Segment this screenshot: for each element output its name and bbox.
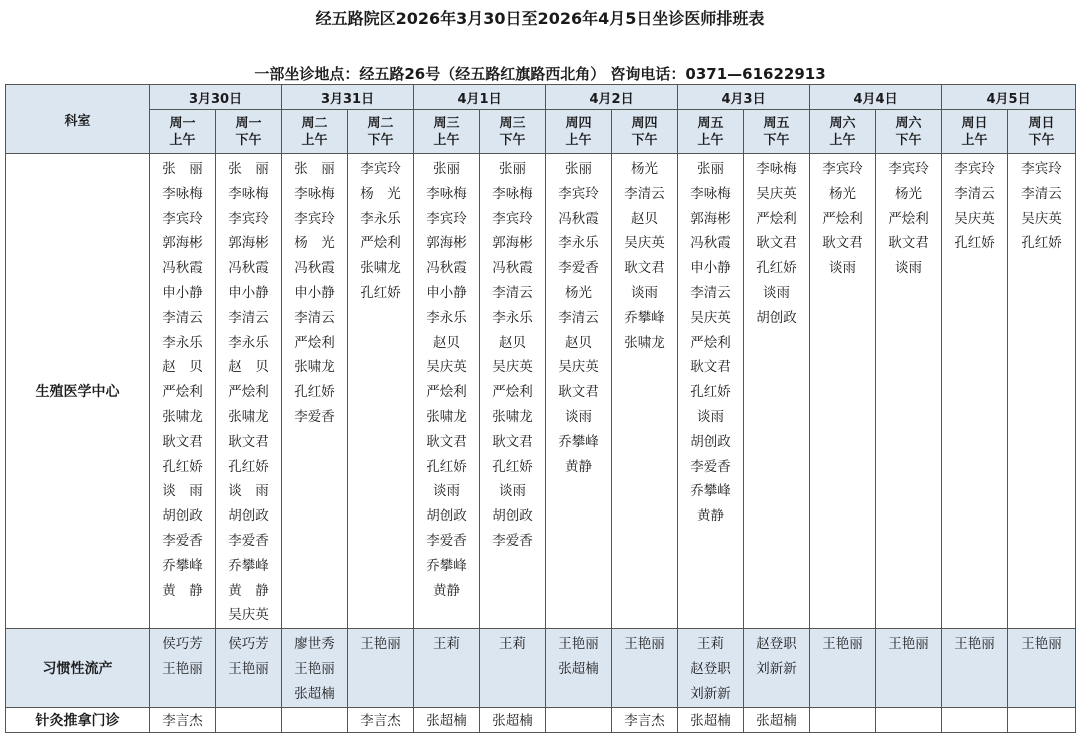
doctor-name: 李爱香 [492, 532, 533, 549]
doctor-name: 李清云 [162, 309, 203, 326]
doctor-name: 王艳丽 [624, 636, 665, 653]
date-header: 4月3日 [678, 85, 810, 110]
schedule-cell [348, 629, 414, 707]
schedule-cell [216, 154, 282, 629]
doctor-name: 张超楠 [294, 685, 335, 702]
doctor-name: 谈雨 [697, 408, 725, 425]
schedule-cell [876, 629, 942, 707]
date-header: 3月31日 [282, 85, 414, 110]
doctor-name: 耿文君 [492, 433, 533, 450]
schedule-cell [744, 629, 810, 707]
doctor-name: 谈 雨 [228, 483, 269, 500]
schedule-cell [480, 707, 546, 732]
schedule-cell [150, 154, 216, 629]
doctor-name: 胡创政 [690, 433, 731, 450]
period-label: 上午 [301, 132, 328, 148]
doctor-name: 严烩利 [756, 210, 797, 227]
session-header [942, 110, 1008, 154]
doctor-name: 吴庆英 [954, 210, 995, 227]
doctor-name: 侯巧芳 [228, 636, 269, 653]
doctor-name: 孔红娇 [228, 458, 269, 475]
schedule-cell [480, 154, 546, 629]
doctor-name: 赵登职 [690, 660, 731, 677]
doctor-name: 赵 贝 [162, 359, 203, 376]
period-label: 上午 [169, 132, 196, 148]
weekday-label: 周四 [631, 115, 658, 131]
schedule-cell [216, 707, 282, 732]
doctor-name: 李言杰 [624, 712, 665, 729]
doctor-name: 王艳丽 [162, 660, 203, 677]
doctor-name: 谈雨 [433, 483, 461, 500]
doctor-name: 胡创政 [228, 508, 269, 525]
weekday-label: 周二 [367, 115, 394, 131]
doctor-name: 赵登职 [756, 636, 797, 653]
date-header-row [6, 85, 1076, 110]
doctor-name: 耿文君 [690, 359, 731, 376]
schedule-cell [942, 707, 1008, 732]
doctor-name: 冯秋霞 [294, 260, 335, 277]
weekday-label: 周五 [763, 115, 790, 131]
doctor-name: 吴庆英 [624, 235, 665, 252]
doctor-name: 张 丽 [228, 161, 269, 177]
schedule-cell [480, 629, 546, 707]
session-header [876, 110, 942, 154]
doctor-name: 严烩利 [360, 235, 401, 252]
doctor-name: 耿文君 [756, 235, 797, 252]
doctor-name: 张 丽 [294, 161, 335, 177]
doctor-name: 李清云 [294, 309, 335, 326]
doctor-name: 赵贝 [565, 334, 593, 351]
location-phone-line: 一部坐诊地点：经五路26号（经五路红旗路西北角） 咨询电话：0371—61622913 [254, 65, 826, 83]
doctor-name: 张丽 [565, 161, 593, 177]
doctor-name: 李言杰 [360, 712, 401, 729]
schedule-cell [282, 154, 348, 629]
schedule-cell [414, 154, 480, 629]
doctor-name: 李清云 [558, 309, 599, 326]
schedule-cell [1008, 707, 1076, 732]
schedule-cell [810, 707, 876, 732]
doctor-name: 张啸龙 [294, 359, 335, 376]
schedule-cell [1008, 154, 1076, 629]
session-header [414, 110, 480, 154]
doctor-name: 谈雨 [895, 260, 923, 277]
weekday-label: 周二 [301, 115, 328, 131]
weekday-label: 周日 [961, 115, 988, 131]
session-header [348, 110, 414, 154]
doctor-name: 孔红娇 [294, 384, 335, 401]
doctor-name: 谈雨 [499, 483, 527, 500]
doctor-name: 郭海彬 [492, 235, 533, 252]
doctor-name: 严烩利 [822, 210, 863, 227]
doctor-name: 乔攀峰 [558, 433, 599, 450]
department-name: 针灸推拿门诊 [6, 707, 150, 732]
doctor-name: 冯秋霞 [558, 210, 599, 227]
period-label: 下午 [235, 132, 262, 148]
doctor-name: 冯秋霞 [162, 260, 203, 277]
doctor-name: 赵贝 [499, 334, 527, 351]
doctor-name: 李爱香 [558, 260, 599, 277]
doctor-name: 李永乐 [558, 235, 599, 252]
schedule-cell [678, 707, 744, 732]
doctor-name: 李宾玲 [294, 210, 335, 227]
date-header: 4月4日 [810, 85, 942, 110]
period-label: 上午 [829, 132, 856, 148]
schedule-cell [414, 629, 480, 707]
doctor-name: 申小静 [162, 284, 203, 301]
schedule-cell [612, 629, 678, 707]
doctor-name: 王艳丽 [360, 636, 401, 653]
doctor-name: 申小静 [294, 284, 335, 301]
doctor-name: 李咏梅 [426, 185, 467, 202]
doctor-name: 张啸龙 [162, 408, 203, 425]
doctor-name: 李清云 [1021, 185, 1062, 202]
doctor-name: 杨 光 [360, 185, 401, 202]
doctor-name: 王艳丽 [954, 636, 995, 653]
doctor-name: 杨光 [895, 185, 923, 202]
doctor-name: 王莉 [697, 636, 725, 653]
doctor-name: 张超楠 [426, 712, 467, 729]
doctor-name: 郭海彬 [690, 210, 731, 227]
schedule-cell [810, 154, 876, 629]
doctor-name: 李永乐 [228, 334, 269, 351]
doctor-name: 耿文君 [426, 433, 467, 450]
doctor-name: 谈雨 [829, 260, 857, 277]
period-label: 下午 [763, 132, 790, 148]
doctor-name: 耿文君 [822, 235, 863, 252]
doctor-name: 吴庆英 [426, 359, 467, 376]
doctor-name: 乔攀峰 [426, 557, 467, 574]
doctor-name: 胡创政 [492, 508, 533, 525]
doctor-name: 严烩利 [690, 334, 731, 351]
doctor-name: 吴庆英 [228, 607, 269, 624]
doctor-name: 李宾玲 [954, 161, 995, 177]
weekday-label: 周五 [697, 115, 724, 131]
period-label: 下午 [631, 132, 658, 148]
schedule-cell [546, 629, 612, 707]
doctor-name: 赵贝 [433, 334, 461, 351]
schedule-cell [546, 707, 612, 732]
doctor-name: 李清云 [954, 185, 995, 202]
doctor-name: 李永乐 [162, 334, 203, 351]
doctor-name: 张超楠 [492, 712, 533, 729]
period-label: 下午 [1028, 132, 1055, 148]
doctor-name: 黄静 [433, 582, 461, 599]
weekday-label: 周六 [829, 115, 856, 131]
doctor-name: 郭海彬 [426, 235, 467, 252]
doctor-name: 孔红娇 [162, 458, 203, 475]
doctor-name: 张丽 [433, 161, 461, 177]
session-header [546, 110, 612, 154]
doctor-name: 乔攀峰 [690, 483, 731, 500]
doctor-name: 李宾玲 [822, 161, 863, 177]
doctor-name: 王艳丽 [1021, 636, 1062, 653]
doctor-name: 张超楠 [756, 712, 797, 729]
session-header [480, 110, 546, 154]
period-label: 上午 [697, 132, 724, 148]
doctor-name: 胡创政 [756, 309, 797, 326]
doctor-name: 李清云 [228, 309, 269, 326]
doctor-name: 李宾玲 [360, 161, 401, 177]
doctor-name: 张啸龙 [426, 408, 467, 425]
session-header [810, 110, 876, 154]
doctor-name: 谈 雨 [162, 483, 203, 500]
schedule-cell [942, 629, 1008, 707]
weekday-label: 周四 [565, 115, 592, 131]
doctor-name: 李咏梅 [756, 161, 797, 177]
doctor-name: 冯秋霞 [228, 260, 269, 277]
doctor-name: 张丽 [697, 161, 725, 177]
doctor-name: 李咏梅 [690, 185, 731, 202]
doctor-name: 耿文君 [228, 433, 269, 450]
doctor-name: 李宾玲 [558, 185, 599, 202]
schedule-cell [612, 707, 678, 732]
doctor-name: 李清云 [690, 284, 731, 301]
doctor-name: 耿文君 [888, 235, 929, 252]
doctor-name: 李永乐 [492, 309, 533, 326]
doctor-name: 李宾玲 [888, 161, 929, 177]
doctor-name: 李清云 [492, 284, 533, 301]
period-label: 下午 [499, 132, 526, 148]
doctor-name: 杨 光 [294, 235, 335, 252]
doctor-name: 谈雨 [631, 284, 659, 301]
doctor-name: 张啸龙 [624, 334, 665, 351]
doctor-name: 耿文君 [558, 384, 599, 401]
schedule-cell [150, 707, 216, 732]
schedule-cell [282, 629, 348, 707]
doctor-name: 吴庆英 [558, 359, 599, 376]
doctor-name: 杨光 [565, 284, 593, 301]
session-header [744, 110, 810, 154]
doctor-name: 张丽 [499, 161, 527, 177]
department-row [6, 629, 1076, 707]
weekday-label: 周一 [169, 115, 196, 131]
doctor-name: 乔攀峰 [624, 309, 665, 326]
schedule-cell [414, 707, 480, 732]
doctor-name: 李宾玲 [1021, 161, 1062, 177]
doctor-name: 谈雨 [763, 284, 791, 301]
doctor-name: 黄 静 [162, 582, 203, 599]
schedule-cell [678, 629, 744, 707]
doctor-name: 吴庆英 [756, 185, 797, 202]
schedule-cell [348, 154, 414, 629]
schedule-cell [744, 154, 810, 629]
schedule-cell [150, 629, 216, 707]
schedule-cell [744, 707, 810, 732]
doctor-name: 郭海彬 [162, 235, 203, 252]
doctor-name: 申小静 [426, 284, 467, 301]
doctor-name: 谈雨 [565, 408, 593, 425]
doctor-name: 李永乐 [426, 309, 467, 326]
doctor-name: 申小静 [690, 260, 731, 277]
weekday-label: 周三 [499, 115, 526, 131]
doctor-name: 杨光 [829, 185, 857, 202]
doctor-name: 严烩利 [162, 384, 203, 401]
period-label: 下午 [895, 132, 922, 148]
doctor-name: 严烩利 [426, 384, 467, 401]
doctor-name: 乔攀峰 [228, 557, 269, 574]
doctor-name: 王艳丽 [558, 636, 599, 653]
doctor-name: 杨光 [631, 161, 659, 177]
doctor-name: 廖世秀 [294, 636, 335, 653]
doctor-name: 李咏梅 [162, 185, 203, 202]
doctor-name: 申小静 [228, 284, 269, 301]
doctor-name: 李咏梅 [294, 185, 335, 202]
doctor-name: 胡创政 [426, 508, 467, 525]
doctor-name: 李爱香 [228, 532, 269, 549]
doctor-name: 张超楠 [690, 712, 731, 729]
department-name: 生殖医学中心 [6, 154, 150, 629]
doctor-name: 赵贝 [631, 210, 659, 227]
doctor-name: 张啸龙 [228, 408, 269, 425]
weekday-label: 周一 [235, 115, 262, 131]
doctor-name: 王艳丽 [822, 636, 863, 653]
schedule-cell [282, 707, 348, 732]
doctor-name: 胡创政 [162, 508, 203, 525]
session-header [1008, 110, 1076, 154]
doctor-name: 孔红娇 [756, 260, 797, 277]
weekday-label: 周日 [1028, 115, 1055, 131]
doctor-name: 刘新新 [690, 685, 731, 702]
doctor-name: 孔红娇 [1021, 235, 1062, 252]
schedule-cell [612, 154, 678, 629]
doctor-name: 孔红娇 [954, 235, 995, 252]
doctor-name: 乔攀峰 [162, 557, 203, 574]
schedule-cell [546, 154, 612, 629]
doctor-name: 王莉 [433, 636, 461, 653]
doctor-name: 孔红娇 [360, 284, 401, 301]
schedule-table [5, 84, 1076, 733]
weekday-label: 周六 [895, 115, 922, 131]
department-name: 习惯性流产 [6, 629, 150, 707]
doctor-name: 张啸龙 [492, 408, 533, 425]
doctor-name: 李言杰 [162, 712, 203, 729]
doctor-name: 王艳丽 [294, 660, 335, 677]
doctor-name: 吴庆英 [1021, 210, 1062, 227]
doctor-name: 吴庆英 [492, 359, 533, 376]
doctor-name: 耿文君 [624, 260, 665, 277]
period-label: 下午 [367, 132, 394, 148]
doctor-name: 黄静 [565, 458, 593, 475]
doctor-name: 严烩利 [888, 210, 929, 227]
doctor-name: 李咏梅 [492, 185, 533, 202]
period-label: 上午 [565, 132, 592, 148]
period-label: 上午 [961, 132, 988, 148]
doctor-name: 张啸龙 [360, 260, 401, 277]
date-header: 4月2日 [546, 85, 678, 110]
department-row [6, 707, 1076, 732]
doctor-name: 李宾玲 [162, 210, 203, 227]
schedule-cell [216, 629, 282, 707]
doctor-name: 黄静 [697, 508, 725, 525]
doctor-name: 冯秋霞 [690, 235, 731, 252]
session-header [150, 110, 216, 154]
doctor-name: 郭海彬 [228, 235, 269, 252]
dept-column-header: 科室 [6, 85, 150, 154]
session-header [678, 110, 744, 154]
doctor-name: 张 丽 [162, 161, 203, 177]
doctor-name: 王艳丽 [228, 660, 269, 677]
schedule-cell [348, 707, 414, 732]
schedule-cell [942, 154, 1008, 629]
doctor-name: 李宾玲 [426, 210, 467, 227]
date-header: 4月1日 [414, 85, 546, 110]
date-header: 3月30日 [150, 85, 282, 110]
doctor-name: 李清云 [624, 185, 665, 202]
page-title: 经五路院区2026年3月30日至2026年4月5日坐诊医师排班表 [315, 9, 765, 28]
doctor-name: 李爱香 [426, 532, 467, 549]
doctor-name: 孔红娇 [690, 384, 731, 401]
doctor-name: 王艳丽 [888, 636, 929, 653]
doctor-name: 黄 静 [228, 582, 269, 599]
doctor-name: 李爱香 [294, 408, 335, 425]
session-header [612, 110, 678, 154]
doctor-name: 王莉 [499, 636, 527, 653]
doctor-name: 严烩利 [492, 384, 533, 401]
schedule-cell [810, 629, 876, 707]
doctor-name: 李爱香 [690, 458, 731, 475]
session-header-row [6, 110, 1076, 154]
doctor-name: 李永乐 [360, 210, 401, 227]
doctor-name: 冯秋霞 [492, 260, 533, 277]
schedule-cell [678, 154, 744, 629]
doctor-name: 李咏梅 [228, 185, 269, 202]
doctor-name: 冯秋霞 [426, 260, 467, 277]
doctor-name: 赵 贝 [228, 359, 269, 376]
session-header [282, 110, 348, 154]
doctor-name: 孔红娇 [492, 458, 533, 475]
doctor-name: 李宾玲 [492, 210, 533, 227]
schedule-cell [876, 707, 942, 732]
department-row [6, 154, 1076, 629]
session-header [216, 110, 282, 154]
schedule-cell [876, 154, 942, 629]
doctor-name: 李爱香 [162, 532, 203, 549]
schedule-cell [1008, 629, 1076, 707]
doctor-name: 吴庆英 [690, 309, 731, 326]
doctor-name: 李宾玲 [228, 210, 269, 227]
doctor-name: 严烩利 [294, 334, 335, 351]
doctor-name: 侯巧芳 [162, 636, 203, 653]
date-header: 4月5日 [942, 85, 1076, 110]
doctor-name: 耿文君 [162, 433, 203, 450]
period-label: 上午 [433, 132, 460, 148]
doctor-name: 严烩利 [228, 384, 269, 401]
doctor-name: 孔红娇 [426, 458, 467, 475]
doctor-name: 张超楠 [558, 660, 599, 677]
weekday-label: 周三 [433, 115, 460, 131]
doctor-name: 刘新新 [756, 660, 797, 677]
